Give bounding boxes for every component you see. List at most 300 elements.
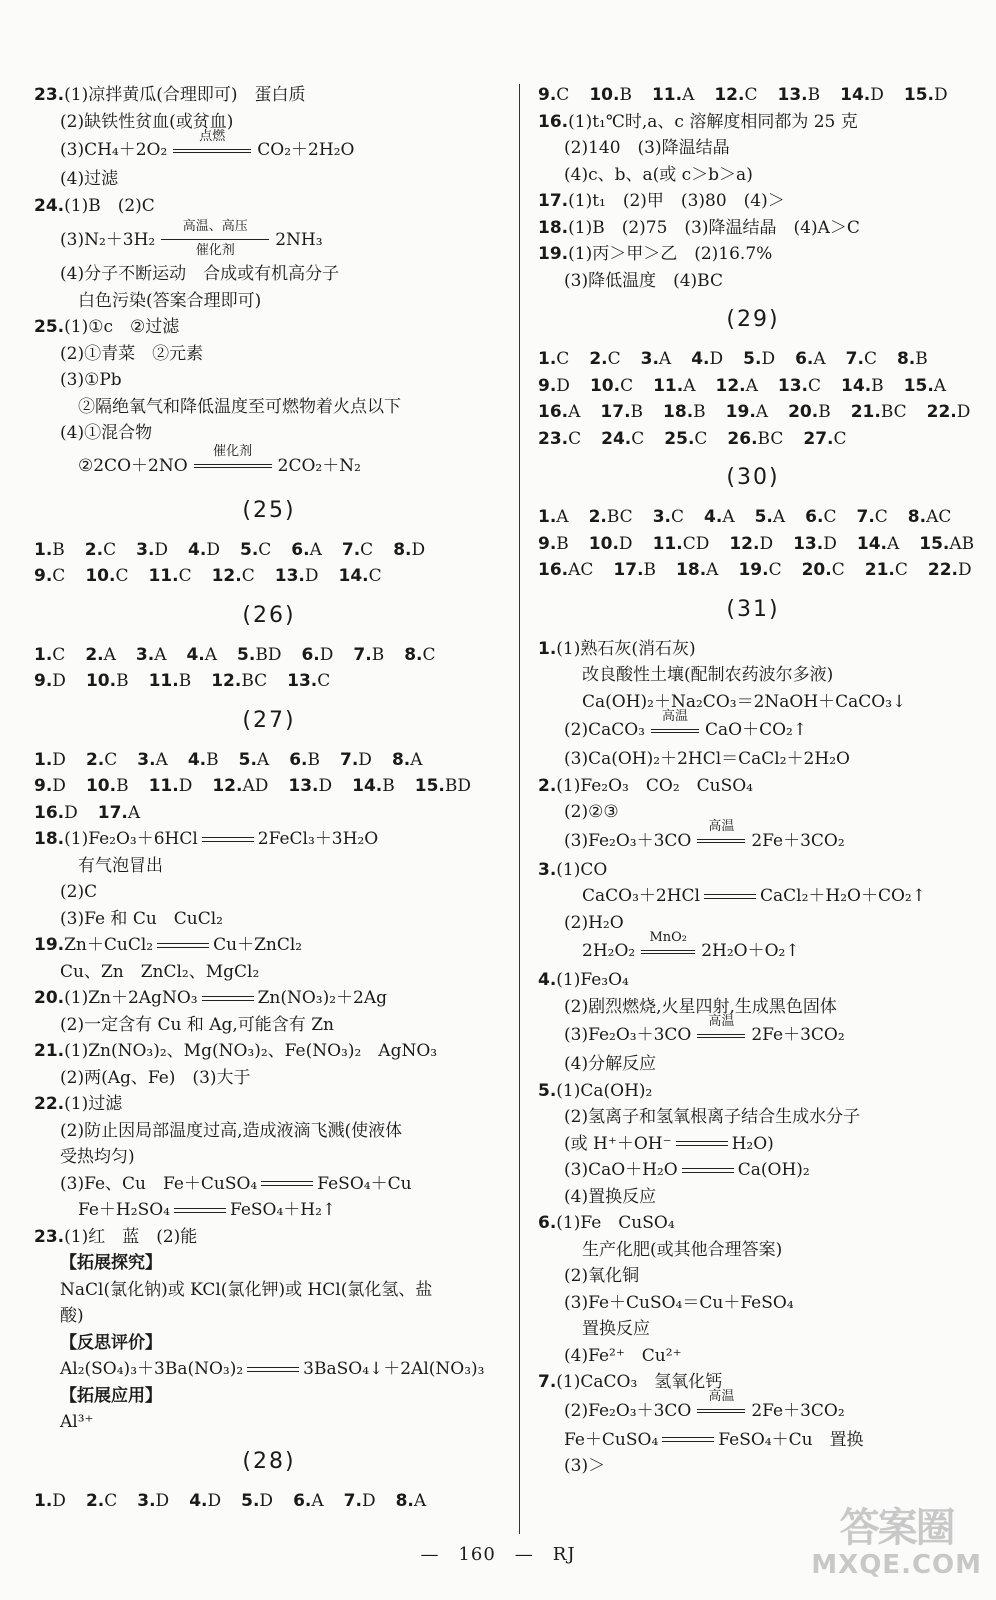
answer-item [301,642,333,669]
answer-text: (1)Fe₂O₃ CO₂ CuSO₄ [556,775,753,796]
question-number: 5. [538,1080,557,1101]
answer-choice: D [64,802,78,823]
reaction-condition [635,929,701,967]
answer-number: 1. [34,644,53,665]
answer-number: 3. [137,1490,156,1511]
answer-item [339,563,382,590]
answer-item [98,800,140,827]
answer-row [538,373,968,400]
answer-row [538,82,968,109]
equation-products: 2NH₃ [275,230,323,250]
answer-number: 16. [538,402,569,422]
answer-item [653,504,684,531]
answer-item [715,373,757,400]
answer-row [34,642,504,669]
answer-choice: D [318,776,333,796]
equation-products: CO₂＋2H₂O [257,140,355,160]
answer-choice: C [103,539,117,560]
equation-reactants: (1)Zn＋2AgNO₃ [64,988,198,1008]
answer-item [803,426,846,453]
answer-number: 1. [538,507,557,527]
answer-choice: B [915,349,928,369]
answer-text: (1)红 蓝 (2)能 [64,1226,198,1247]
q18-line1 [34,826,504,853]
answer-item [927,399,971,426]
answer-item [186,642,217,669]
answer-text: (1)丙＞甲＞乙 (2)16.7% [568,244,773,264]
section-heading-27: (27) [242,707,296,733]
p1-equation [538,708,968,746]
answer-item [601,426,644,453]
answer-item [241,1488,273,1515]
answer-item [342,537,373,564]
answer-choice: D [178,776,193,796]
answer-number: 16. [538,560,569,580]
question-number: 24. [34,195,65,216]
answer-number: 7. [343,1490,362,1511]
answer-number: 8. [907,507,927,527]
answer-text: (4)置换反应 [564,1186,657,1207]
answer-number: 21. [850,402,881,422]
answer-choice: AD [242,776,269,796]
q20-line1 [34,985,504,1012]
q18-line4 [34,906,504,933]
answer-item [85,642,116,669]
answer-number: 5. [239,539,259,560]
q25-line3 [34,367,504,394]
equation-reactants: (或 H⁺＋OH⁻ [564,1133,672,1154]
answer-number: 3. [652,507,671,527]
answer-number: 10. [85,566,116,586]
answer-choice: B [556,533,569,554]
equation-reactants: (3)CH₄＋2O₂ [60,140,168,160]
answer-choice: A [413,1490,427,1511]
p5-line1 [538,1078,968,1105]
answer-text: (3)Fe＋CuSO₄＝Cu＋FeSO₄ [564,1292,794,1313]
q25-line1 [34,314,504,341]
q21-line2 [34,1065,504,1092]
answer-choice: A [772,507,786,527]
answer-choice: D [155,1490,170,1511]
q24-line3 [34,261,504,288]
p5-line5 [538,1184,968,1211]
answer-choice: A [256,749,270,770]
answer-text: 受热均匀) [60,1147,135,1167]
equation-reactants: Zn＋CuCl₂ [64,935,154,955]
answer-choice: C [556,349,570,369]
answer-number: 6. [805,507,824,527]
answer-text: (4)Fe²⁺ Cu²⁺ [564,1345,682,1366]
question-number: 3. [538,859,557,880]
answer-number: 12. [714,85,745,105]
answer-choice: A [311,1490,324,1511]
equation-reactants: (1)Fe₂O₃＋6HCl [64,829,198,849]
answer-number: 14. [856,533,887,554]
answer-number: 14. [352,776,383,796]
answer-item [275,563,319,590]
answer-row [34,800,504,827]
answer-number: 22. [926,402,957,422]
answer-choice: D [52,749,66,770]
answer-item [189,1488,221,1515]
subheading: 【反思评价】 [60,1332,162,1353]
p2-line2 [538,799,968,826]
p1-line2 [538,662,968,689]
p7-equation [538,1389,968,1427]
answer-number: 4. [691,349,710,369]
answer-choice: C [894,560,908,580]
condition-label: 高温 [661,708,688,724]
answer-item [34,563,65,590]
answer-choice: A [886,533,900,554]
answer-item [856,504,887,531]
q19r-line1 [538,241,968,268]
question-number: 25. [34,317,65,337]
equation-products: Ca(OH)₂ [737,1160,810,1180]
answer-text: 酸) [60,1306,84,1326]
answer-number: 9. [538,533,557,554]
answer-choice: A [682,85,695,105]
answer-choice: BC [241,671,268,691]
answer-number: 8. [896,349,916,369]
answer-text: (1)CO [556,859,608,880]
p6-line6 [538,1343,968,1370]
q18r-line1 [538,215,968,242]
answer-number: 24. [601,428,632,449]
answer-text: (4)①混合物 [60,423,153,443]
question-number: 7. [538,1372,557,1392]
answer-text: 改良酸性土壤(配制农药波尔多液) [582,665,834,685]
answer-text: (1)①c ②过滤 [64,317,180,337]
answer-number: 4. [704,507,723,527]
answer-choice: A [683,375,696,396]
answer-item [904,373,946,400]
equation-reactants: (3)Fe₂O₃＋3CO [564,1025,692,1045]
equation-reactants: Fe＋H₂SO₄ [78,1200,170,1220]
equation-products: 2Fe＋3CO₂ [751,830,845,851]
answer-number: 4. [186,644,205,665]
answer-number: 12. [211,566,242,586]
answer-number: 27. [803,428,834,449]
watermark-text: 答案圈 [839,1505,954,1551]
answer-number: 13. [777,85,808,105]
section-heading-26: (26) [242,602,296,628]
question-number: 23. [34,1226,65,1247]
answer-choice: BC [757,428,784,449]
answer-text: (1)B (2)C [64,195,155,216]
p5-line4 [538,1157,968,1184]
answer-choice: D [207,1490,222,1511]
right-column [538,82,975,1480]
q24-line1 [34,193,504,220]
equation-reactants: (3)Fe₂O₃＋3CO [564,830,692,851]
q19-line1 [34,932,504,959]
q25-line2 [34,341,504,368]
answer-number: 1. [34,1490,53,1511]
condition-label: MnO₂ [649,929,687,945]
answer-number: 2. [588,507,607,527]
answer-choice: A [568,402,581,422]
answer-text: (3)＞ [564,1456,606,1476]
equation-products: Zn(NO₃)₂＋2Ag [257,988,388,1008]
answer-item [237,642,281,669]
answer-item [727,426,783,453]
answer-item [908,504,952,531]
q25-equation [34,444,504,485]
answer-number: 20. [801,560,832,580]
answer-item [137,1488,169,1515]
answer-item [393,537,425,564]
answer-choice: B [178,671,192,691]
answer-choice: D [759,533,774,554]
answer-item [590,373,633,400]
answer-number: 5. [238,749,257,770]
q22-line1 [34,1091,504,1118]
answer-choice: B [871,375,884,396]
answer-number: 15. [919,533,950,554]
answer-item [212,563,255,590]
question-number: 21. [34,1041,65,1061]
answer-number: 5. [743,349,762,369]
answer-number: 6. [293,1490,312,1511]
answer-choice: C [258,539,272,560]
answer-number: 2. [589,349,608,369]
answer-choice: D [52,671,66,691]
question-number: 23. [34,85,65,105]
answer-choice: C [863,349,877,369]
answer-choice: C [671,507,685,527]
answer-choice: A [933,375,947,396]
equation-products: FeSO₄＋Cu 置换 [718,1429,864,1450]
equation-products: CaCl₂＋H₂O＋CO₂↑ [760,886,926,906]
answer-choice: AB [949,533,975,554]
answer-text: (2)C [60,882,98,902]
answer-choice: C [52,566,66,586]
answer-number: 13. [793,533,824,554]
p4-equation [538,1013,968,1051]
answer-choice: B [116,776,129,796]
reaction-condition [188,444,278,481]
answer-number: 17. [97,802,128,823]
answer-choice: A [127,802,141,823]
answer-choice: A [103,644,116,665]
answer-item [538,531,569,558]
equation-products: Cu＋ZnCl₂ [213,935,303,955]
condition-label: 高温 [708,819,735,834]
answer-item [353,642,384,669]
answer-number: 17. [600,402,631,422]
q25-line4 [34,394,504,421]
answer-item [928,557,972,584]
answer-item [34,1488,66,1515]
answer-item [653,373,695,400]
answer-item [755,504,786,531]
answer-row [538,426,968,453]
answer-item [641,346,672,373]
answer-text: (3)Ca(OH)₂＋2HCl＝CaCl₂＋2H₂O [564,749,850,769]
answer-item [589,531,633,558]
answer-text: (1)凉拌黄瓜(合理即可) 蛋白质 [64,85,306,105]
q23b-line2 [34,1277,504,1304]
q24-line4 [34,288,504,315]
answer-choice: C [52,644,66,665]
answer-number: 8. [393,539,412,560]
q23-line4 [34,166,504,193]
answer-text: (2)一定含有 Cu 和 Ag,可能含有 Zn [60,1014,334,1035]
answer-number: 11. [651,85,683,105]
q24-equation [34,219,504,261]
answer-choice: D [870,85,884,105]
p7-line3 [538,1427,968,1454]
answer-choice: C [368,566,382,586]
equation-products: 2Fe＋3CO₂ [751,1400,845,1421]
answer-item [86,773,129,800]
condition-label: 催化剂 [213,444,253,459]
answer-item [85,537,116,564]
answer-text: NaCl(氯化钠)或 KCl(氯化钾)或 HCl(氯化氢、盐 [60,1279,433,1300]
answer-choice: A [556,507,569,527]
answer-choice: C [104,1490,118,1511]
answer-text: (2)缺铁性贫血(或贫血) [60,111,234,132]
answer-text: (4)过滤 [60,169,119,189]
answer-number: 6. [301,644,320,665]
answer-choice: B [206,749,219,770]
answer-number: 25. [664,428,695,449]
answer-choice: D [934,85,948,105]
condition-label: 点燃 [199,128,226,144]
answer-item [288,773,332,800]
answer-item [904,82,948,109]
answer-item [729,531,773,558]
q16-line2 [538,135,968,162]
answer-choice: B [807,85,821,105]
question-number: 2. [538,775,557,796]
answer-number: 4. [188,539,207,560]
answer-item [34,537,65,564]
answer-item [777,82,820,109]
reaction-condition [167,128,257,166]
answer-choice: B [307,749,320,770]
answer-text: ②隔绝氧气和降低温度至可燃物着火点以下 [78,396,401,417]
answer-item [34,773,66,800]
answer-item [538,346,569,373]
answer-text: (2)剧烈燃烧,火星四射,生成黑色固体 [564,996,837,1017]
p4-line2 [538,994,968,1021]
answer-choice: D [823,533,837,554]
answer-item [352,773,395,800]
answer-item [240,537,271,564]
answer-number: 9. [538,85,557,105]
answer-row [538,504,968,531]
answer-choice: C [631,428,645,449]
answer-item [86,747,117,774]
answer-row [538,399,971,426]
answer-number: 8. [404,644,423,665]
answer-number: 15. [903,375,934,396]
p5-line2 [538,1104,968,1131]
q23-line1 [34,82,504,109]
watermark-url: MXQE.COM [811,1550,982,1580]
answer-item [738,557,781,584]
answer-choice: A [309,539,322,560]
answer-number: 7. [845,349,864,369]
reaction-condition [155,218,275,258]
answer-choice: C [620,375,634,396]
answer-number: 17. [613,560,644,580]
answer-text: (1)Fe CuSO₄ [556,1213,675,1233]
answer-text: (1)Ca(OH)₂ [556,1080,653,1101]
p4-line4 [538,1051,968,1078]
p1-line1 [538,636,968,663]
question-number: 19. [538,244,569,264]
left-column [34,82,504,1514]
equation-reactants: CaCO₃＋2HCl [582,886,700,906]
equation-products: 3BaSO₄↓＋2Al(NO₃)₃ [303,1359,485,1379]
answer-number: 26. [727,428,758,449]
condition-label: 高温 [708,1389,735,1404]
answer-choice: C [808,375,822,396]
question-number: 18. [34,829,65,849]
answer-number: 9. [34,671,53,691]
q22-line4 [34,1171,504,1198]
equation-reactants: (3)Fe、Cu Fe＋CuSO₄ [60,1173,258,1194]
answer-text: 有气泡冒出 [78,855,163,876]
answer-number: 1. [34,539,53,560]
q16-line1 [538,109,968,136]
equals-sign [257,1178,317,1190]
q23b-line4 [34,1409,504,1436]
answer-item [149,773,193,800]
question-number: 6. [538,1213,557,1233]
answer-item [34,668,66,695]
equals-sign [678,1165,738,1177]
answer-item [538,504,569,531]
answer-item [344,1488,376,1515]
answer-number: 10. [85,671,117,691]
answer-item [392,747,423,774]
answer-text: (2)氢离子和氢氧根离子结合生成水分子 [564,1107,861,1127]
answer-item [663,399,706,426]
answer-number: 13. [287,671,318,691]
answer-item [34,642,65,669]
reaction-condition [691,819,751,856]
q23-equation [34,128,504,166]
answer-number: 12. [212,776,243,796]
equation-products: H₂O) [731,1133,774,1154]
p1-line3 [538,689,968,716]
equation-reactants: Al₂(SO₄)₃＋3Ba(NO₃)₂ [60,1359,244,1379]
equation-products: FeSO₄＋Cu [317,1173,412,1194]
q22-line5 [34,1197,504,1224]
answer-item [85,563,128,590]
answer-text: (3)Fe 和 Cu CuCl₂ [60,908,223,929]
answer-number: 13. [777,375,809,396]
equation-reactants: Fe＋CuSO₄ [564,1429,659,1450]
q20-line2 [34,1012,504,1039]
answer-item [778,373,821,400]
equation-reactants: (2)Fe₂O₃＋3CO [564,1400,692,1421]
q21-line1 [34,1038,504,1065]
answer-text: (1)t₁℃时,a、c 溶解度相同都为 25 克 [568,111,858,132]
answer-item [86,1488,117,1515]
equation-products: 2H₂O＋O₂↑ [701,941,800,961]
answer-item [664,426,707,453]
answer-item [691,346,723,373]
answer-item [676,557,718,584]
answer-number: 14. [841,375,872,396]
answer-number: 3. [640,349,659,369]
answer-number: 5. [241,1490,260,1511]
